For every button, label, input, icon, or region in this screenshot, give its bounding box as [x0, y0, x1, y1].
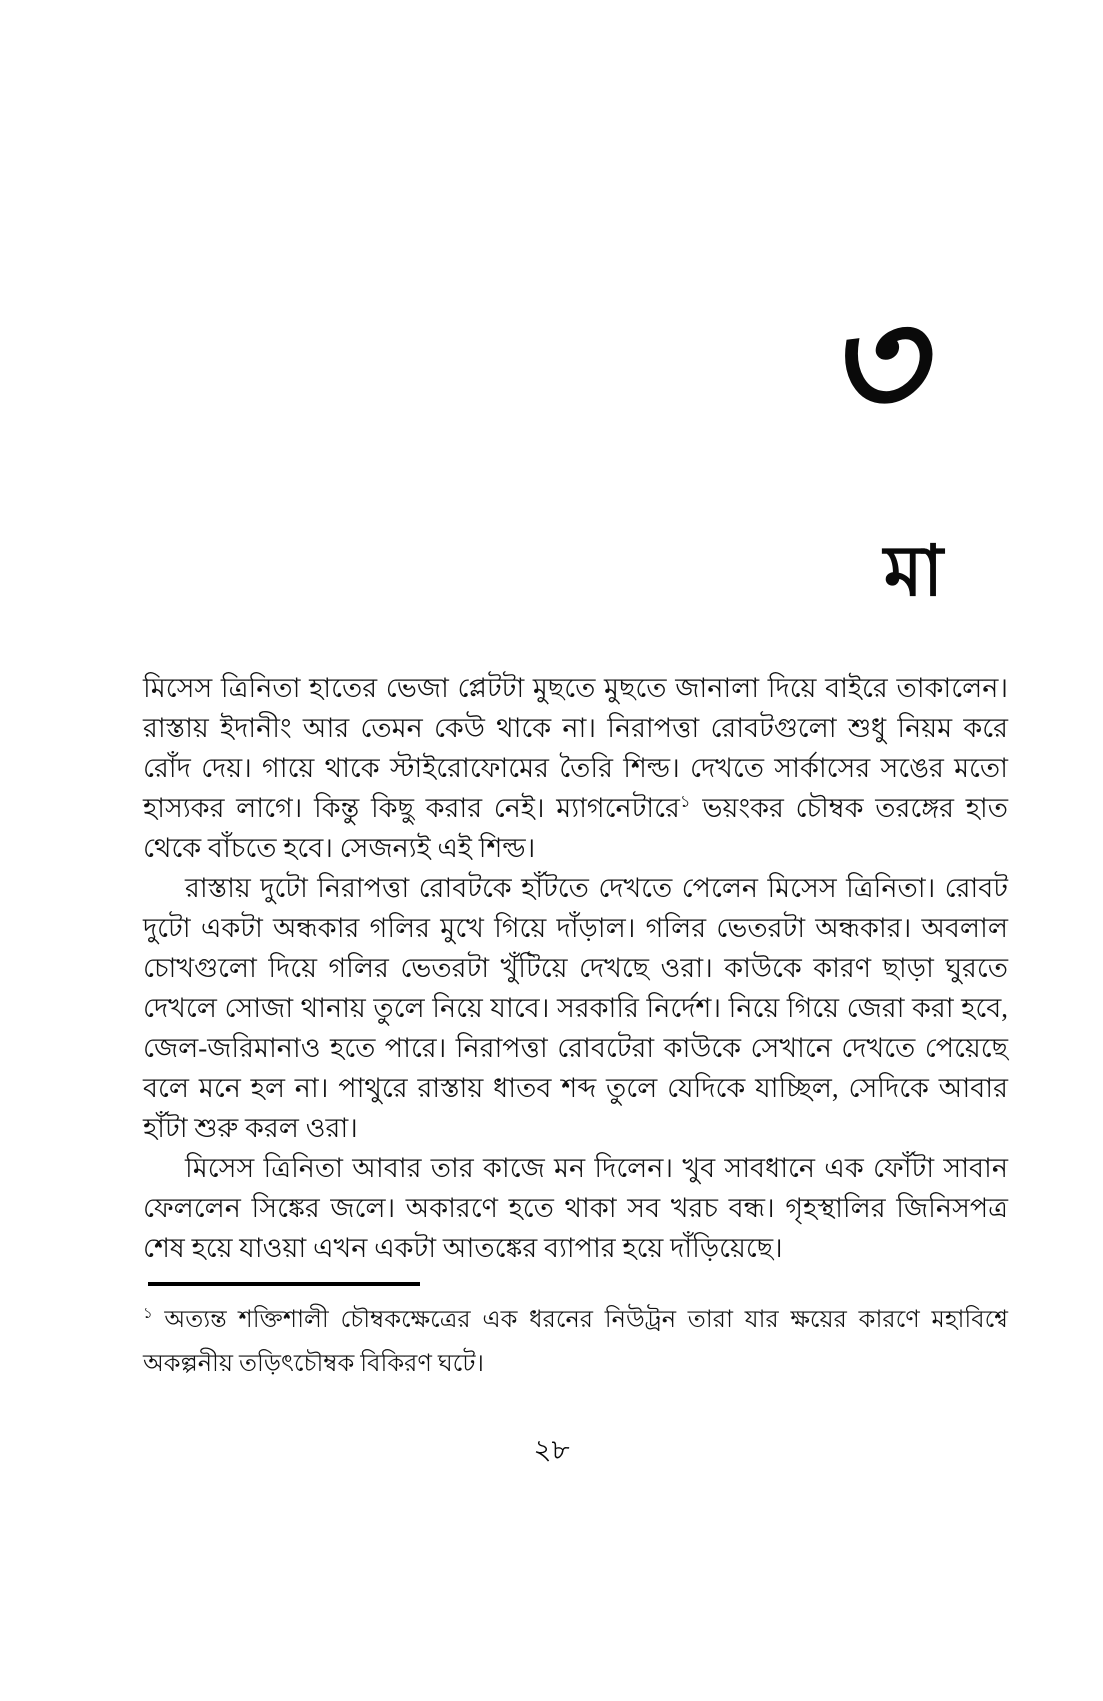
footnote-divider — [148, 1282, 420, 1286]
body-text — [143, 668, 1008, 1268]
paragraph-3: মিসেস ত্রিনিতা আবার তার কাজে মন দিলেন। খুব সাবধানে এক ফোঁটা সাবান ফেললেন সিঙ্কের জলে। অকারণে হতে থাকা সব খরচ বন্ধ। গৃহস্থালির জিনিসপত্র শেষ হয়ে যাওয়া এখন একটা আতঙ্কের ব্যাপার হয়ে দাঁড়িয়েছে। — [143, 1153, 1008, 1263]
footnote-reference: ১ — [679, 792, 691, 811]
chapter-title: মা — [883, 534, 943, 611]
paragraph-1-text-continued: ভয়ংকর চৌম্বক তরঙ্গের হাত থেকে বাঁচতে হবে। সেজন্যই এই শিল্ড। — [143, 793, 1009, 863]
footnote — [143, 1298, 1008, 1386]
paragraph-1 — [143, 668, 1008, 868]
footnote-marker: ১ — [143, 1306, 153, 1322]
paragraph-1-text: মিসেস ত্রিনিতা হাতের ভেজা প্লেটটা মুছতে মুছতে জানালা দিয়ে বাইরে তাকালেন। রাস্তায় ইদানীং আর তেমন কেউ থাকে না। নিরাপত্তা রোবটগুলো শুধু নিয়ম করে রোঁদ দেয়। গায়ে থাকে স্টাইরোফোমের তৈরি শিল্ড। দেখতে সার্কাসের সঙের মতো হাস্যকর লাগে। কিন্তু কিছু করার নেই। ম্যাগনেটারে — [143, 673, 1008, 823]
paragraph-2: রাস্তায় দুটো নিরাপত্তা রোবটকে হাঁটতে দেখতে পেলেন মিসেস ত্রিনিতা। রোবট দুটো একটা অন্ধকার গলির মুখে গিয়ে দাঁড়াল। গলির ভেতরটা অন্ধকার। অবলাল চোখগুলো দিয়ে গলির ভেতরটা খুঁটিয়ে দেখছে ওরা। কাউকে কারণ ছাড়া ঘুরতে দেখলে সোজা থানায় তুলে নিয়ে যাবে। সরকারি নির্দেশ। নিয়ে গিয়ে জেরা করা হবে, জেল-জরিমানাও হতে পারে। নিরাপত্তা রোবটেরা কাউকে সেখানে দেখতে পেয়েছে বলে মনে হল না। পাথুরে রাস্তায় ধাতব শব্দ তুলে যেদিকে যাচ্ছিল, সেদিকে আবার হাঁটা শুরু করল ওরা। — [143, 873, 1008, 1143]
footnote-text: অত্যন্ত শক্তিশালী চৌম্বকক্ষেত্রের এক ধরনের নিউট্রন তারা যার ক্ষয়ের কারণে মহাবিশ্বে অকল্পনীয় তড়িৎচৌম্বক বিকিরণ ঘটে। — [143, 1307, 1008, 1377]
chapter-number: ৩ — [824, 282, 918, 448]
page-number: ২৮ — [533, 1435, 570, 1466]
